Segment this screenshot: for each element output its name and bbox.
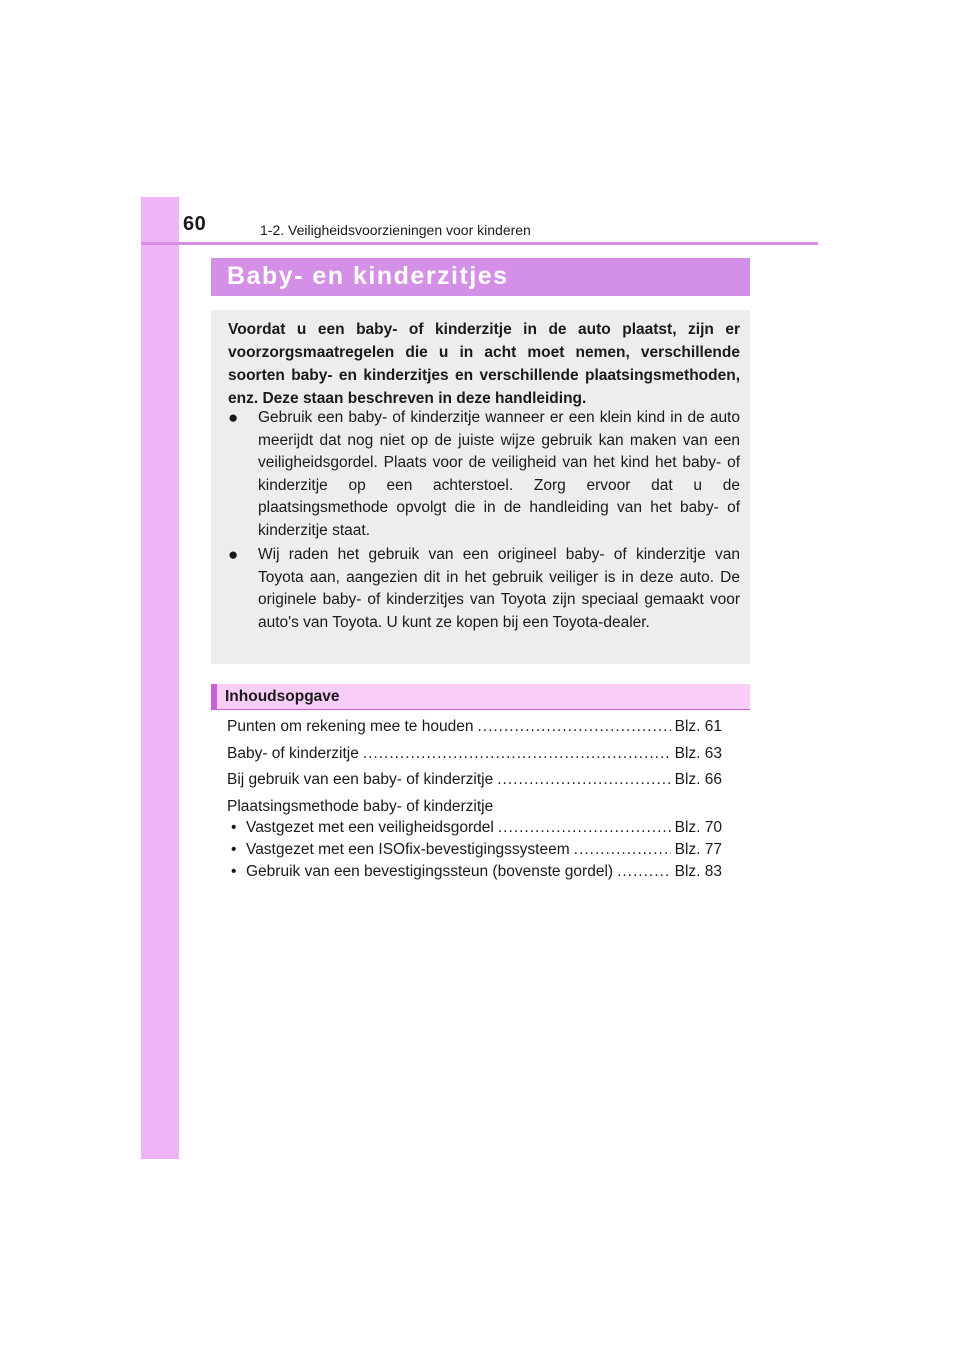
toc-leader	[363, 744, 671, 764]
toc-sub-entry[interactable]	[227, 818, 722, 838]
toc-entry-text: Bij gebruik van een baby- of kinderzitje	[227, 771, 494, 788]
bullet-text: Wij raden het gebruik van een origineel baby- of kinderzitje van Toyota aan, aangezien dit in het gebruik veiliger is in deze auto. De originele baby- of kinderzitjes van Toyota zijn speciaal gemaakt voor auto's van Toyota. U kunt ze kopen bij een Toyota-dealer.	[258, 546, 740, 631]
bullet-icon: ●	[228, 408, 239, 427]
toc-entry-page: Blz. 70	[674, 819, 722, 836]
toc-leader	[497, 770, 670, 790]
intro-box	[211, 310, 750, 664]
toc-divider	[211, 709, 750, 710]
toc-group-title: Plaatsingsmethode baby- of kinderzitje	[227, 798, 494, 815]
toc-leader	[574, 840, 671, 860]
toc-heading: Inhoudsopgave	[225, 688, 340, 705]
chapter-title: Baby- en kinderzitjes	[227, 262, 509, 290]
toc-entry-text: Baby- of kinderzitje	[227, 745, 359, 762]
intro-bullet	[228, 407, 740, 542]
bullet-icon: •	[231, 819, 237, 836]
bullet-text: Gebruik een baby- of kinderzitje wanneer er een klein kind in de auto meerijdt dat nog niet op de juiste wijze gebruik kan maken van een veiligheidsgordel. Plaats voor de veiligheid van het kind het baby- of kinderzitje op een achterstoel. Zorg ervoor dat u de plaatsingsmethode opvolgt die in de handleiding van het baby- of kinderzitje staat.	[258, 409, 740, 539]
toc-header-accent	[211, 684, 217, 710]
toc-entry-text: Vastgezet met een ISOfix-bevestigingssysteem	[246, 841, 570, 858]
toc-sub-entry[interactable]	[227, 862, 722, 882]
toc-leader	[617, 862, 671, 882]
chapter-title-bar	[211, 258, 750, 296]
page-number: 60	[183, 213, 207, 235]
bullet-icon: ●	[228, 545, 239, 564]
section-title: 1-2. Veiligheidsvoorzieningen voor kinderen	[260, 222, 531, 238]
toc-leader	[477, 717, 670, 737]
intro-bullet	[228, 544, 740, 634]
toc-entry[interactable]	[227, 744, 722, 764]
toc-entry-text: Punten om rekening mee te houden	[227, 718, 474, 735]
toc-entry[interactable]	[227, 717, 722, 737]
toc-entry-text: Vastgezet met een veiligheidsgordel	[246, 819, 494, 836]
toc-entry-page: Blz. 83	[674, 863, 722, 880]
toc-leader	[498, 818, 671, 838]
toc-entry-page: Blz. 63	[674, 745, 722, 762]
toc-entry-text: Gebruik van een bevestigingssteun (bovenste gordel)	[246, 863, 614, 880]
bullet-icon: •	[231, 863, 237, 880]
header-divider	[141, 242, 818, 245]
toc-sub-entry[interactable]	[227, 840, 722, 860]
toc-entry-page: Blz. 66	[674, 771, 722, 788]
bullet-icon: •	[231, 841, 237, 858]
toc-entry-page: Blz. 77	[674, 841, 722, 858]
intro-text: Voordat u een baby- of kinderzitje in de auto plaatst, zijn er voorzorgsmaatregelen die u in acht moet nemen, verschillende soorten baby- en kinderzitjes en verschillende plaatsingsmethoden, enz. Deze staan beschreven in deze handleiding.	[228, 321, 740, 407]
toc-entry-page: Blz. 61	[674, 718, 722, 735]
toc-entry[interactable]	[227, 770, 722, 790]
side-tab-strip	[141, 197, 179, 1159]
toc-header	[211, 684, 750, 710]
